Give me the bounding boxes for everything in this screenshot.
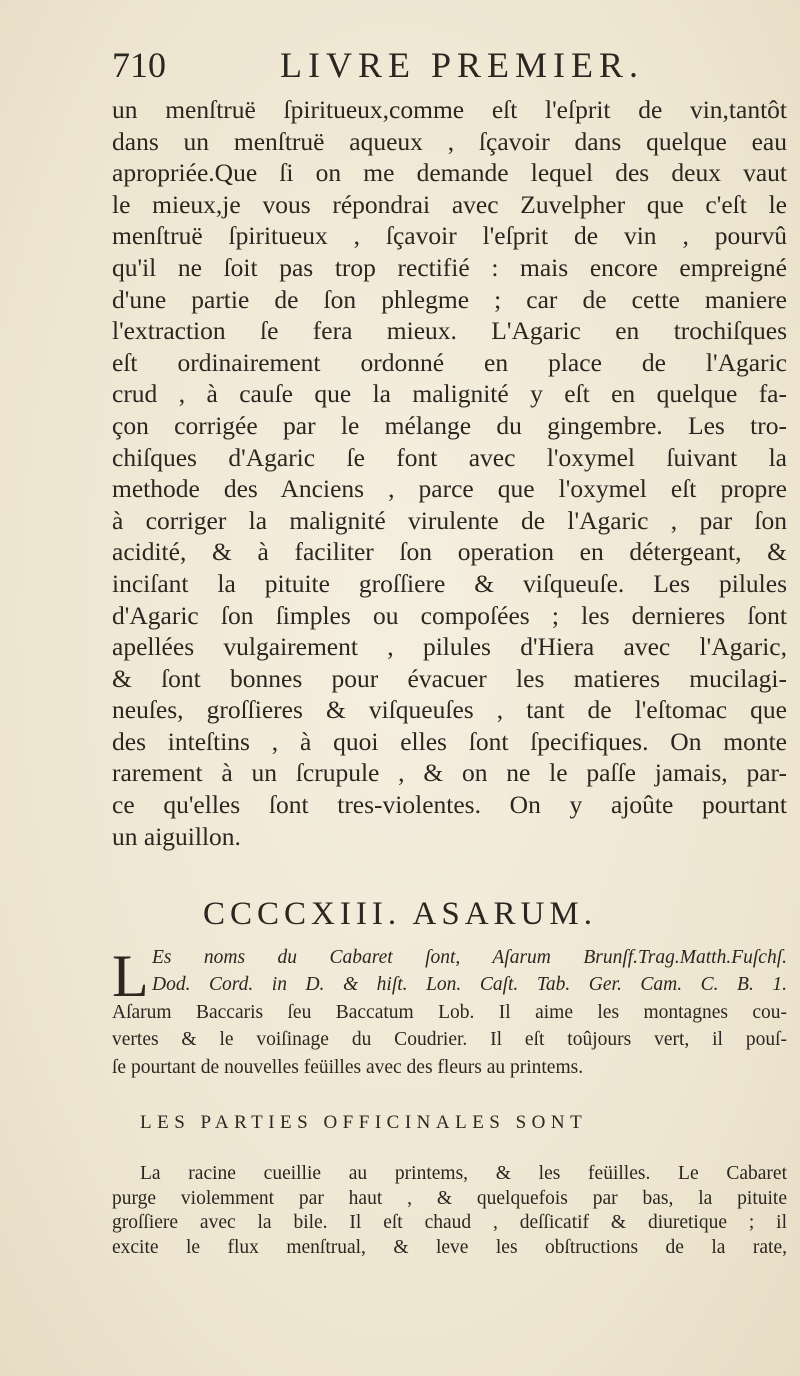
text-line: dans un menſtruë aqueux , ſçavoir dans quelque eau [112, 126, 787, 156]
entry-line: Aſarum Baccaris ſeu Baccatum Lob. Il aime les montagnes cou- [112, 1001, 787, 1023]
usage-paragraph [112, 1162, 787, 1261]
entry-line: vertes & le voiſinage du Coudrier. Il eſt toûjours vert, il pouſ- [112, 1029, 787, 1051]
text-line: çon corrigée par le mélange du gingembre. Les tro- [112, 410, 787, 440]
text-line: ce qu'elles ſont tres-violentes. On y ajoûte pourtant [112, 790, 787, 820]
drop-cap: L [112, 943, 149, 1009]
running-head: LIVRE PREMIER. [280, 45, 645, 85]
text-line: apellées vulgairement , pilules d'Hiera avec l'Agaric, [112, 632, 787, 662]
text-line: le mieux,je vous répondrai avec Zuvelpher que c'eſt le [112, 189, 787, 219]
text-line: d'Agaric ſon ſimples ou compoſées ; les dernieres ſont [112, 600, 787, 630]
page-number: 710 [112, 45, 166, 85]
text-line: inciſant la pituite groſſiere & viſqueuſe. Les pilules [112, 568, 787, 598]
text-line: qu'il ne ſoit pas trop rectifié : mais encore empreigné [112, 252, 787, 282]
body-paragraph [112, 94, 787, 852]
text-line: apropriée.Que ſi on me demande lequel des deux vaut [112, 158, 787, 188]
text-line: methode des Anciens , parce que l'oxymel eſt propre [112, 474, 787, 504]
section-title: CCCCXIII. ASARUM. [203, 896, 597, 932]
text-line: l'extraction ſe fera mieux. L'Agaric en trochiſques [112, 316, 787, 346]
text-line: des inteſtins , à quoi elles ſont ſpecifiques. On monte [112, 726, 787, 756]
asarum-entry [112, 944, 787, 1081]
text-line: eſt ordinairement ordonné en place de l'Agaric [112, 347, 787, 377]
entry-line: Es noms du Cabaret ſont, Aſarum Brunſf.Trag.Matth.Fuſchſ. [152, 947, 787, 968]
text-line: rarement à un ſcrupule , & on ne le paſſe jamais, par- [112, 758, 787, 788]
text-line: neuſes, groſſieres & viſqueuſes , tant de l'eſtomac que [112, 695, 787, 725]
text-line: menſtruë ſpiritueux , ſçavoir l'eſprit de vin , pourvû [112, 221, 787, 251]
text-line: un menſtruë ſpiritueux,comme eſt l'eſprit de vin,tantôt [112, 95, 787, 124]
text-line: crud , à cauſe que la malignité y eſt en quelque fa- [112, 379, 787, 409]
page-header [112, 42, 792, 94]
entry-line: Dod. Cord. in D. & hiſt. Lon. Caſt. Tab. Ger. Cam. C. B. 1. [152, 974, 787, 996]
text-line: acidité, & à faciliter ſon operation en détergeant, & [112, 537, 787, 567]
text-line: à corriger la malignité virulente de l'Agaric , par ſon [112, 505, 787, 535]
text-line: un aiguillon. [112, 821, 241, 851]
usage-line: La racine cueillie au printems, & les feüilles. Le Cabaret [140, 1163, 787, 1184]
entry-line: ſe pourtant de nouvelles feüilles avec des fleurs au printems. [112, 1056, 584, 1078]
subheading: LES PARTIES OFFICINALES SONT [140, 1112, 588, 1133]
text-line: chiſques d'Agaric ſe font avec l'oxymel ſuivant la [112, 442, 787, 472]
usage-line: excite le flux menſtrual, & leve les obſtructions de la rate, [112, 1237, 787, 1259]
usage-line: purge violemment par haut , & quelquefois par bas, la pituite [112, 1187, 787, 1209]
usage-line: groſſiere avec la bile. Il eſt chaud , deſſicatif & diuretique ; il [112, 1212, 787, 1234]
text-line: & ſont bonnes pour évacuer les matieres mucilagi- [112, 663, 787, 693]
text-line: d'une partie de ſon phlegme ; car de cette maniere [112, 284, 787, 314]
